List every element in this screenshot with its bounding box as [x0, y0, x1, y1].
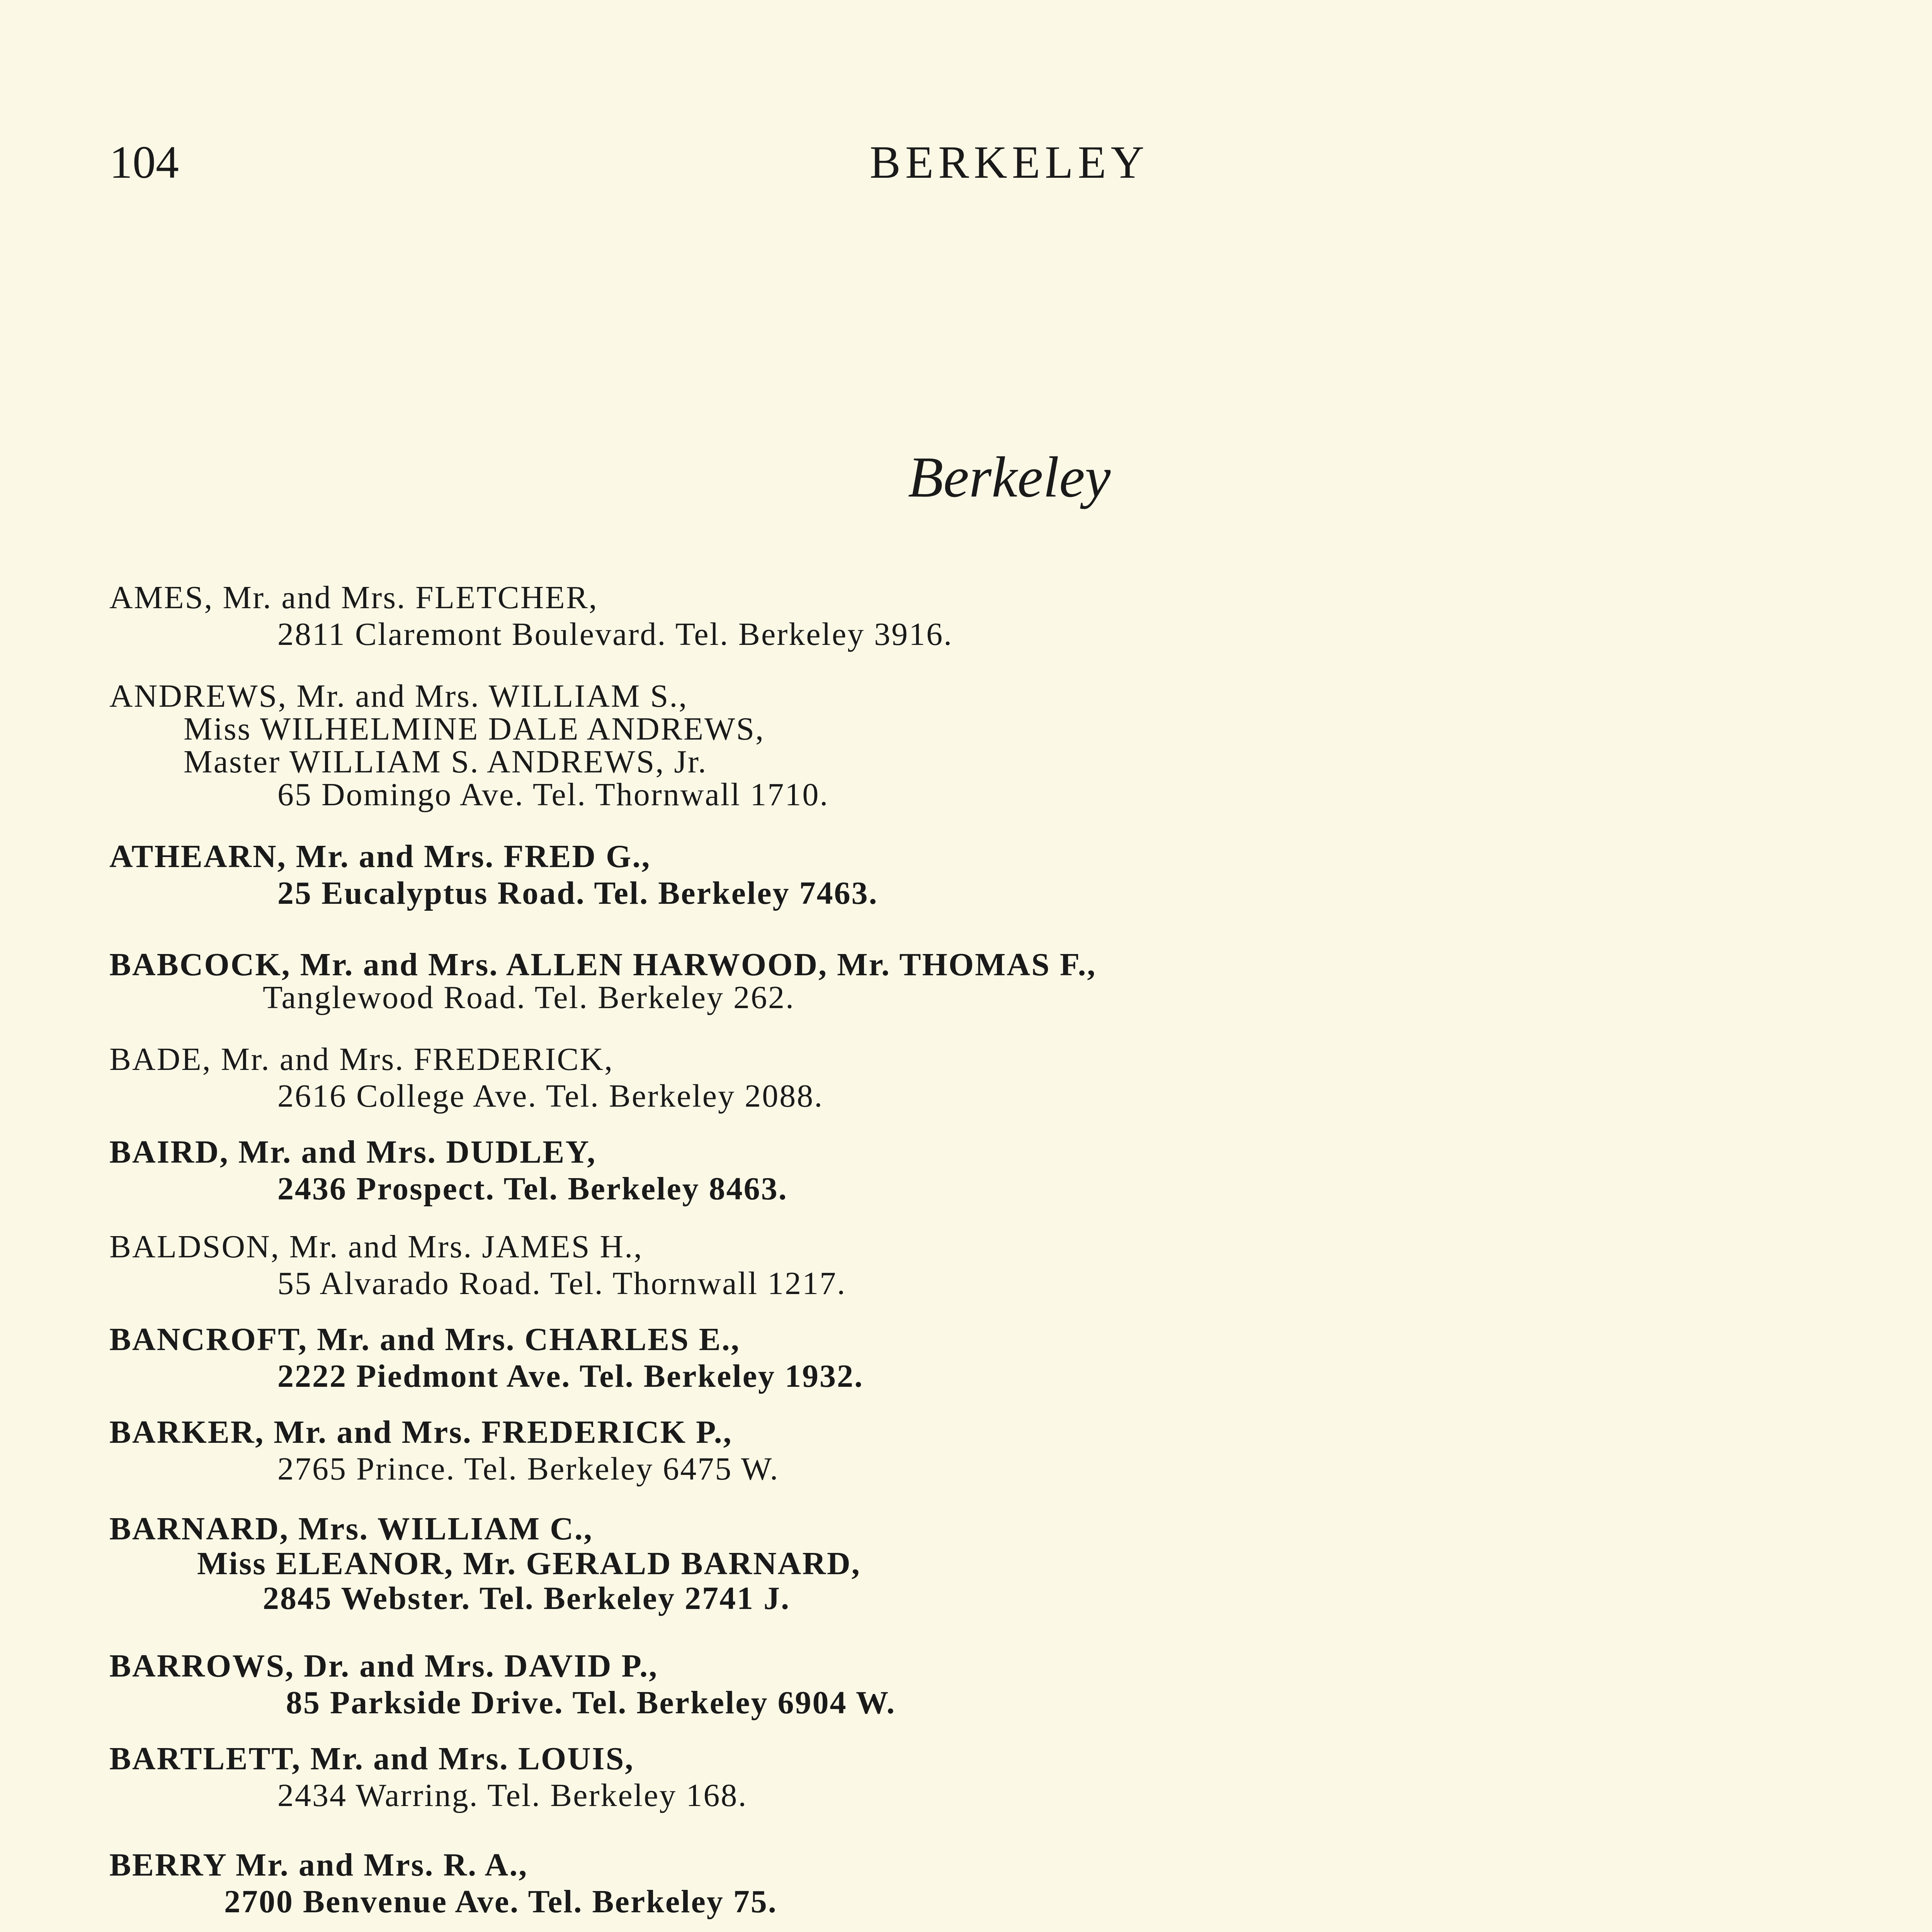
entry-name-line: BADE, Mr. and Mrs. FREDERICK,: [109, 1041, 614, 1077]
entry-name-line: BALDSON, Mr. and Mrs. JAMES H.,: [109, 1229, 643, 1265]
entry-name-line: BAIRD, Mr. and Mrs. DUDLEY,: [109, 1134, 597, 1170]
entry-detail-line: 65 Domingo Ave. Tel. Thornwall 1710.: [277, 777, 829, 813]
entry-detail-line: 85 Parkside Drive. Tel. Berkeley 6904 W.: [286, 1685, 896, 1721]
entry-name-line: BARROWS, Dr. and Mrs. DAVID P.,: [109, 1648, 658, 1684]
entry-name-line: ATHEARN, Mr. and Mrs. FRED G.,: [109, 838, 651, 874]
entry-name-line: BANCROFT, Mr. and Mrs. CHARLES E.,: [109, 1321, 740, 1357]
entry-detail-line: Miss WILHELMINE DALE ANDREWS,: [184, 711, 765, 747]
entry-name-line: BERRY Mr. and Mrs. R. A.,: [109, 1847, 528, 1883]
section-title: Berkeley: [908, 445, 1111, 509]
entry-detail-line: Master WILLIAM S. ANDREWS, Jr.: [184, 744, 707, 780]
entry-name-line: BARKER, Mr. and Mrs. FREDERICK P.,: [109, 1414, 733, 1450]
page-number: 104: [109, 136, 179, 188]
entry-detail-line: 2436 Prospect. Tel. Berkeley 8463.: [277, 1171, 788, 1207]
entry-name-line: BARTLETT, Mr. and Mrs. LOUIS,: [109, 1741, 634, 1777]
running-head: BERKELEY: [869, 136, 1149, 188]
entry-detail-line: 2845 Webster. Tel. Berkeley 2741 J.: [263, 1580, 790, 1616]
entry-name-line: ANDREWS, Mr. and Mrs. WILLIAM S.,: [109, 678, 688, 714]
entry-detail-line: 2434 Warring. Tel. Berkeley 168.: [277, 1777, 748, 1813]
entry-detail-line: Tanglewood Road. Tel. Berkeley 262.: [263, 980, 795, 1015]
entry-name-line: BARNARD, Mrs. WILLIAM C.,: [109, 1511, 593, 1547]
entry-detail-line: Miss ELEANOR, Mr. GERALD BARNARD,: [197, 1546, 861, 1582]
entry-detail-line: 2700 Benvenue Ave. Tel. Berkeley 75.: [224, 1884, 777, 1920]
entry-detail-line: 2616 College Ave. Tel. Berkeley 2088.: [277, 1078, 824, 1114]
entry-name-line: BABCOCK, Mr. and Mrs. ALLEN HARWOOD, Mr. THOMAS F.,: [109, 947, 1097, 983]
entry-detail-line: 55 Alvarado Road. Tel. Thornwall 1217.: [277, 1265, 847, 1301]
entry-detail-line: 25 Eucalyptus Road. Tel. Berkeley 7463.: [277, 875, 878, 911]
entry-detail-line: 2765 Prince. Tel. Berkeley 6475 W.: [277, 1451, 779, 1487]
entry-detail-line: 2811 Claremont Boulevard. Tel. Berkeley 3916.: [277, 616, 953, 652]
entry-name-line: AMES, Mr. and Mrs. FLETCHER,: [109, 580, 598, 616]
entry-detail-line: 2222 Piedmont Ave. Tel. Berkeley 1932.: [277, 1358, 864, 1394]
